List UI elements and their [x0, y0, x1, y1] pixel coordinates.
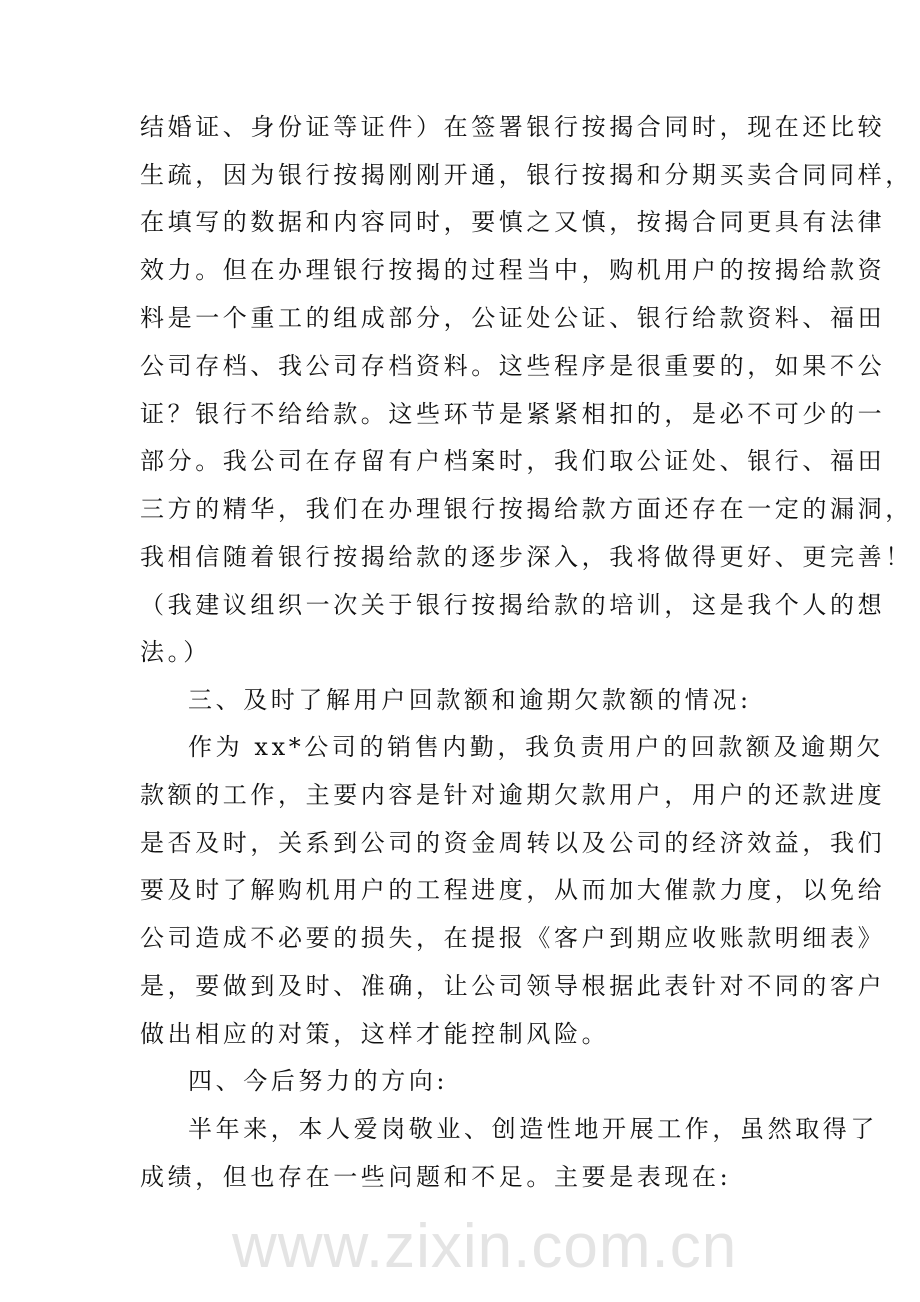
- text-line: 款额的工作，主要内容是针对逾期欠款用户，用户的还款进度: [140, 781, 886, 809]
- section-heading-3: 三、及时了解用户回款额和逾期欠款额的情况:: [188, 686, 752, 714]
- text-line: 效力。但在办理银行按揭的过程当中，购机用户的按揭给款资: [140, 256, 886, 284]
- text-line: 证？银行不给给款。这些环节是紧紧相扣的，是必不可少的一: [140, 400, 886, 428]
- text-line: 公司存档、我公司存档资料。这些程序是很重要的，如果不公: [140, 352, 886, 380]
- text-line: 料是一个重工的组成部分，公证处公证、银行给款资料、福田: [140, 304, 886, 332]
- text-line: 公司造成不必要的损失，在提报《客户到期应收账款明细表》: [140, 924, 886, 952]
- text-line: 是否及时，关系到公司的资金周转以及公司的经济效益，我们: [140, 829, 886, 857]
- text-line: 半年来，本人爱岗敬业、创造性地开展工作，虽然取得了: [188, 1115, 878, 1143]
- text-line: 生疏，因为银行按揭刚刚开通，银行按揭和分期买卖合同同样，: [140, 161, 913, 189]
- text-line: 是，要做到及时、准确，让公司领导根据此表针对不同的客户: [140, 972, 886, 1000]
- text-line: 部分。我公司在存留有户档案时，我们取公证处、银行、福田: [140, 447, 886, 475]
- text-line: 结婚证、身份证等证件）在签署银行按揭合同时，现在还比较: [140, 113, 886, 141]
- text-line: 要及时了解购机用户的工程进度，从而加大催款力度，以免给: [140, 876, 886, 904]
- text-line: 三方的精华，我们在办理银行按揭给款方面还存在一定的漏洞，: [140, 495, 913, 523]
- text-line: 成绩，但也存在一些问题和不足。主要是表现在:: [140, 1163, 732, 1191]
- text-line: 我相信随着银行按揭给款的逐步深入，我将做得更好、更完善！: [140, 543, 913, 571]
- text-line: （我建议组织一次关于银行按揭给款的培训，这是我个人的想: [140, 591, 886, 619]
- text-line: 作为 xx*公司的销售内勤，我负责用户的回款额及逾期欠: [188, 733, 884, 761]
- section-heading-4: 四、今后努力的方向:: [188, 1067, 449, 1095]
- watermark: www.zixin.com.cn: [232, 1212, 738, 1281]
- text-line: 法。）: [140, 638, 211, 666]
- text-line: 做出相应的对策，这样才能控制风险。: [140, 1020, 610, 1048]
- text-line: 在填写的数据和内容同时，要慎之又慎，按揭合同更具有法律: [140, 208, 886, 236]
